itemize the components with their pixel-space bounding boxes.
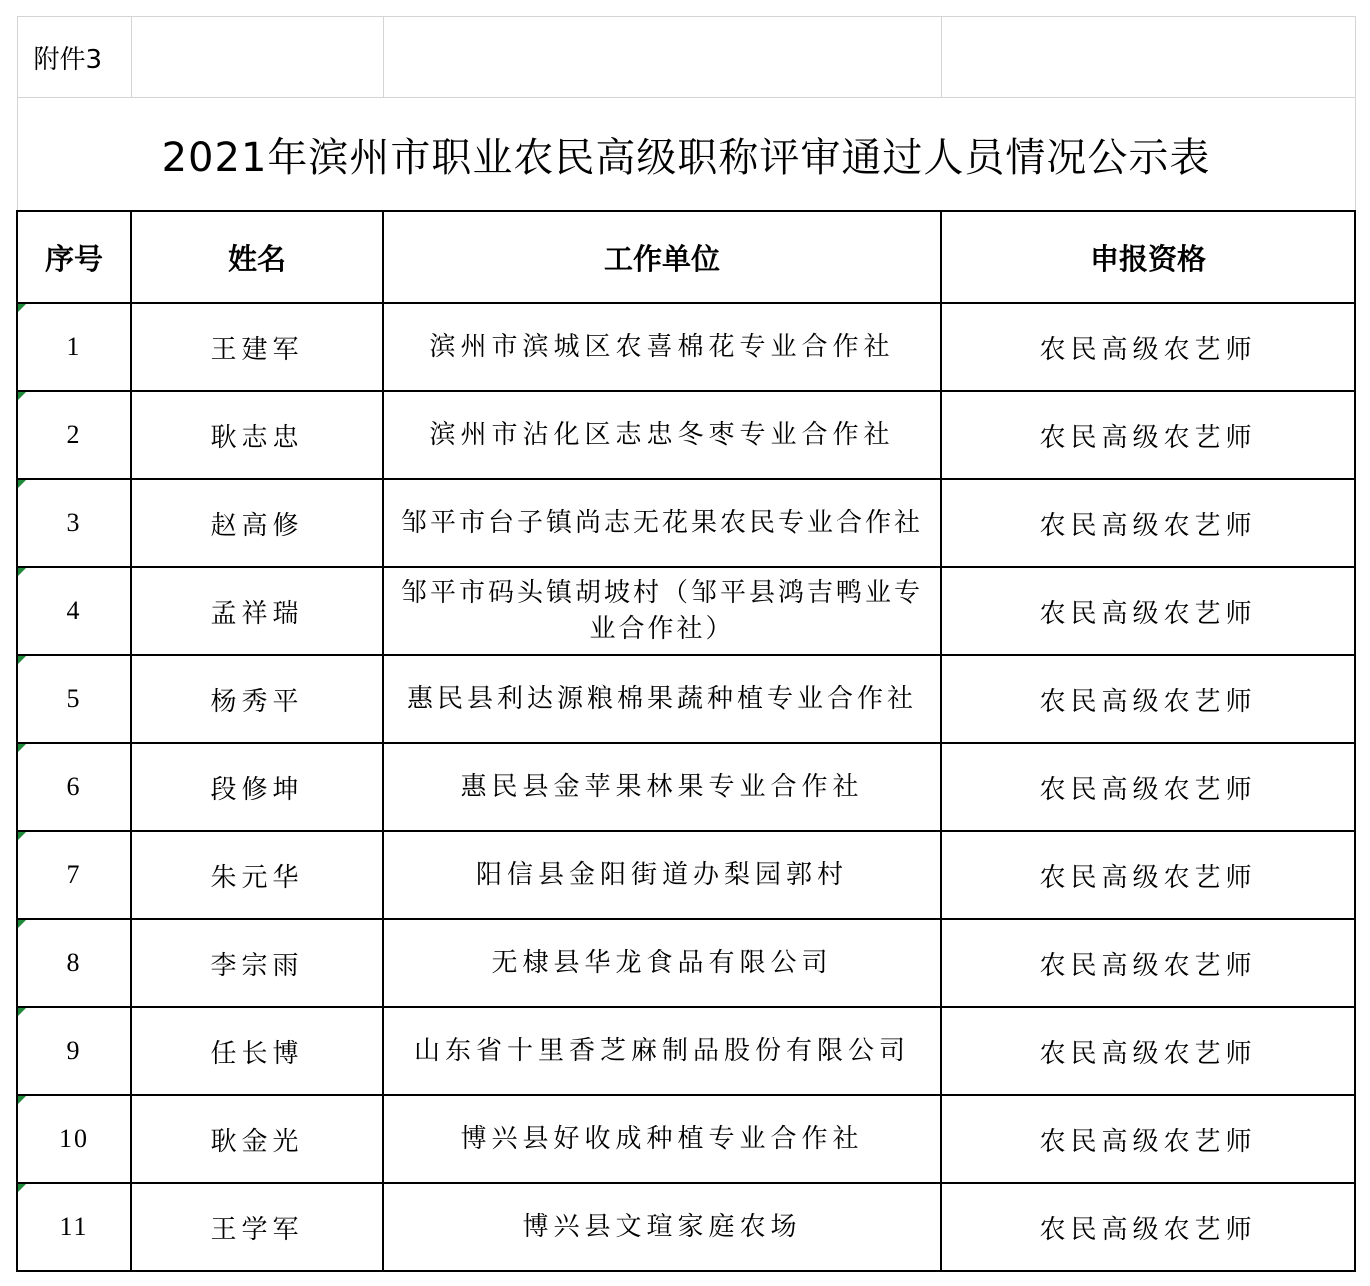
table-row: [17, 567, 1355, 655]
table-row: [17, 303, 1355, 391]
empty-cell: [383, 17, 941, 98]
row-qualification: 农民高级农艺师: [941, 303, 1355, 391]
row-name: 杨秀平: [131, 655, 383, 743]
row-name: 耿志忠: [131, 391, 383, 479]
row-index: 4: [66, 596, 82, 625]
cell-marker: [18, 744, 26, 752]
row-name: 段修坤: [131, 743, 383, 831]
cell-marker: [18, 304, 26, 312]
row-name: 耿金光: [131, 1095, 383, 1183]
row-name: 任长博: [131, 1007, 383, 1095]
row-unit: 滨州市沾化区志忠冬枣专业合作社: [383, 391, 941, 479]
row-unit: 邹平市码头镇胡坡村（邹平县鸿吉鸭业专业合作社）: [383, 567, 941, 655]
cell-marker: [18, 832, 26, 840]
table-row: [17, 743, 1355, 831]
title-row: [17, 98, 1355, 212]
row-qualification: 农民高级农艺师: [941, 391, 1355, 479]
cell-marker: [18, 1096, 26, 1104]
table-row: [17, 479, 1355, 567]
row-index: 6: [66, 772, 82, 801]
row-unit: 惠民县金苹果林果专业合作社: [383, 743, 941, 831]
cell-marker: [18, 920, 26, 928]
row-unit: 惠民县利达源粮棉果蔬种植专业合作社: [383, 655, 941, 743]
row-unit: 山东省十里香芝麻制品股份有限公司: [383, 1007, 941, 1095]
header-row: [17, 211, 1355, 303]
row-qualification: 农民高级农艺师: [941, 1007, 1355, 1095]
empty-cell: [131, 17, 383, 98]
cell-marker: [18, 480, 26, 488]
row-qualification: 农民高级农艺师: [941, 831, 1355, 919]
row-qualification: 农民高级农艺师: [941, 919, 1355, 1007]
empty-cell: [941, 17, 1355, 98]
row-index: 10: [59, 1124, 89, 1153]
row-qualification: 农民高级农艺师: [941, 1095, 1355, 1183]
row-name: 孟祥瑞: [131, 567, 383, 655]
cell-marker: [18, 1008, 26, 1016]
annex-row: [17, 17, 1355, 98]
row-unit: 滨州市滨城区农喜棉花专业合作社: [383, 303, 941, 391]
row-name: 赵高修: [131, 479, 383, 567]
header-qualification: 申报资格: [941, 211, 1355, 303]
header-index: 序号: [17, 211, 131, 303]
header-unit: 工作单位: [383, 211, 941, 303]
cell-marker: [18, 392, 26, 400]
table-row: [17, 391, 1355, 479]
header-name: 姓名: [131, 211, 383, 303]
cell-marker: [18, 1184, 26, 1192]
row-qualification: 农民高级农艺师: [941, 479, 1355, 567]
row-name: 王学军: [131, 1183, 383, 1271]
cell-marker: [18, 656, 26, 664]
row-index: 9: [66, 1036, 82, 1065]
annex-label: 附件3: [17, 17, 131, 98]
table-row: [17, 655, 1355, 743]
row-qualification: 农民高级农艺师: [941, 655, 1355, 743]
row-qualification: 农民高级农艺师: [941, 1183, 1355, 1271]
row-index: 7: [66, 860, 82, 889]
row-qualification: 农民高级农艺师: [941, 743, 1355, 831]
row-name: 王建军: [131, 303, 383, 391]
row-index: 1: [66, 332, 82, 361]
row-index: 2: [66, 420, 82, 449]
row-name: 朱元华: [131, 831, 383, 919]
table-row: [17, 831, 1355, 919]
table-title: 2021年滨州市职业农民高级职称评审通过人员情况公示表: [17, 98, 1355, 212]
row-index: 8: [66, 948, 82, 977]
cell-marker: [18, 568, 26, 576]
table-row: [17, 1007, 1355, 1095]
row-unit: 无棣县华龙食品有限公司: [383, 919, 941, 1007]
row-unit: 阳信县金阳街道办梨园郭村: [383, 831, 941, 919]
row-unit: 博兴县文瑄家庭农场: [383, 1183, 941, 1271]
row-index: 3: [66, 508, 82, 537]
row-unit: 博兴县好收成种植专业合作社: [383, 1095, 941, 1183]
table-row: [17, 1183, 1355, 1271]
row-index: 11: [59, 1212, 89, 1241]
row-name: 李宗雨: [131, 919, 383, 1007]
announcement-table: [16, 16, 1356, 1272]
row-index: 5: [66, 684, 82, 713]
row-qualification: 农民高级农艺师: [941, 567, 1355, 655]
table-row: [17, 919, 1355, 1007]
table-row: [17, 1095, 1355, 1183]
row-unit: 邹平市台子镇尚志无花果农民专业合作社: [383, 479, 941, 567]
